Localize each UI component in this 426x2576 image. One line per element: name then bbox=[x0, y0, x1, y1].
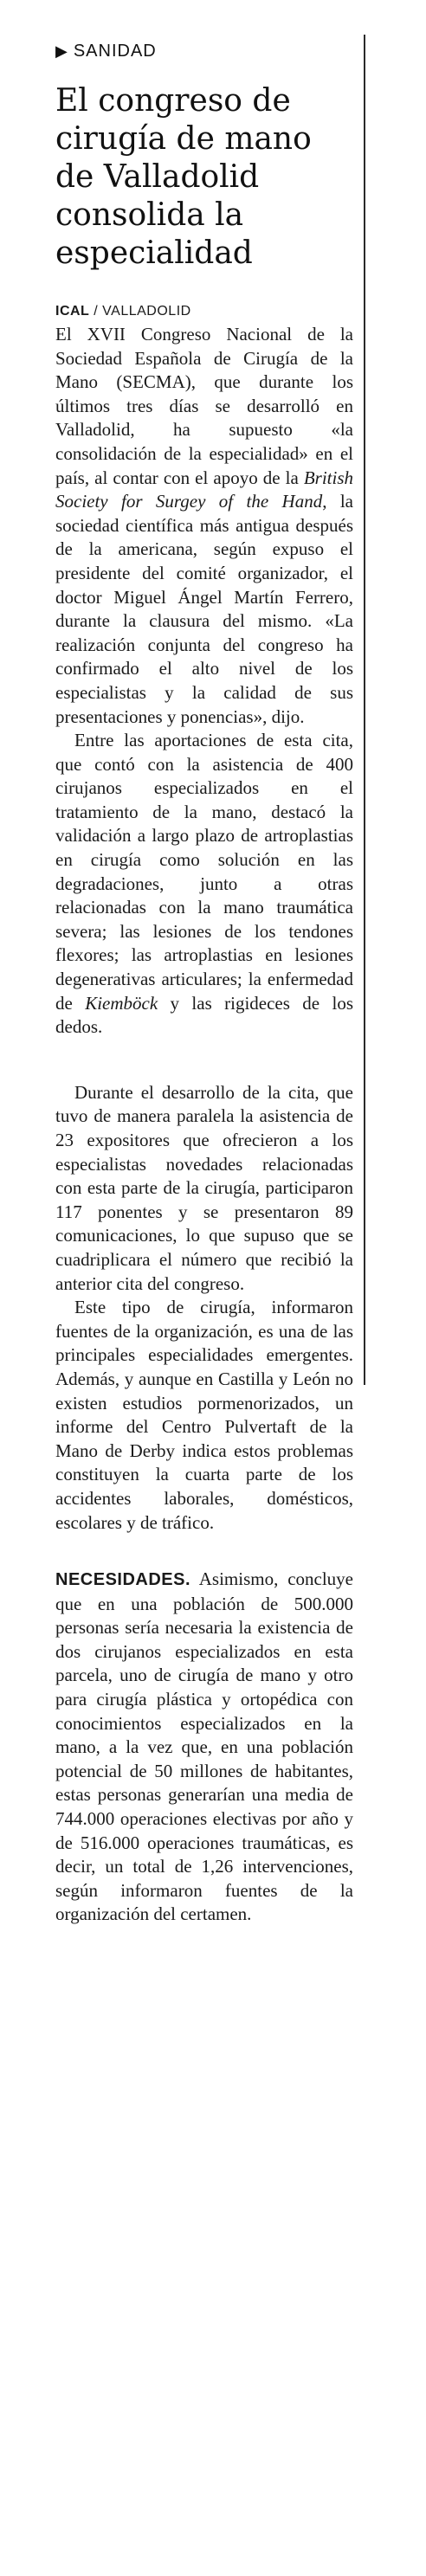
article-body-part-2 bbox=[55, 1081, 353, 1535]
section-label: SANIDAD bbox=[73, 42, 157, 61]
byline-separator: / bbox=[89, 304, 103, 319]
paragraph-1 bbox=[55, 323, 353, 729]
paragraph-2 bbox=[55, 729, 353, 1040]
column-divider bbox=[364, 35, 365, 1385]
headline: El congreso de cirugía de mano de Valladolid consolida la especialidad bbox=[55, 83, 312, 271]
paragraph-1-text-a: El XVII Congreso Nacional de la Sociedad Española de Cirugía de la Mano (SECMA), que durante los últimos tres días se desarrolló en Valladolid, ha supuesto «la consolidación de la especialidad» en el país, al contar con el apoyo de la bbox=[55, 324, 353, 488]
byline bbox=[55, 304, 353, 319]
paragraph-2-italic: Kiemböck bbox=[85, 992, 158, 1014]
byline-agency: ICAL bbox=[55, 304, 90, 319]
article-body-part-3 bbox=[55, 1568, 353, 1927]
paragraph-4: Este tipo de cirugía, informaron fuentes de la organización, es una de las principales especialidades emergentes. Además, y aunque en Castilla y León no existen estudios pormenorizados, un informe del Centro Pulvertaft de la Mano de Derby indica estos problemas constituyen la cuarta parte de los accidentes laborales, domésticos, escolares y de tráfico. bbox=[55, 1297, 353, 1533]
article-body-part-1 bbox=[55, 323, 353, 1040]
paragraph-2-text-a: Entre las aportaciones de esta cita, que contó con la asistencia de 400 cirujanos especializados en el tratamiento de la mano, destacó la validación a largo plazo de artroplastias en cirugía como solución en las degradaciones, junto a otras relacionadas con la mano traumática severa; las lesiones de los tendones flexores; las artroplastias en lesiones degenerativas articulares; la enfermedad de bbox=[55, 730, 353, 1014]
section-header bbox=[55, 42, 353, 61]
paragraph-1-text-b: , la sociedad científica más antigua después de la americana, según expuso el presidente del comité organizador, el doctor Miguel Ángel Martín Ferrero, durante la clausura del mismo. «La realización conjunta del congreso ha confirmado el alto nivel de los especialistas y la calidad de sus presentaciones y ponencias», dijo. bbox=[55, 491, 354, 727]
paragraph-1-italic: British Society for Surgey of the Hand bbox=[55, 467, 353, 512]
paragraph-3: Durante el desarrollo de la cita, que tuvo de manera paralela la asistencia de 23 expositores que ofrecieron a los especialistas novedades relacionadas con esta parte de la cirugía, participaron 117 ponentes y se presentaron 89 comunicaciones, lo que supuso que se cuadriplicara el número que recibió la anterior cita del congreso. bbox=[55, 1081, 353, 1294]
paragraph-5-text: Asimismo, concluye que en una población de 500.000 personas sería necesaria la existencia de dos cirujanos especializados en esta parcela, uno de cirugía de mano y otro para cirugía plástica y ortopédica con conocimientos especializados en la mano, a la vez que, en una población potencial de 50 millones de habitantes, estas personas generarían una media de 744.000 operaciones electivas por año y de 516.000 operaciones traumáticas, es decir, un total de 1,26 intervenciones, según informaron fuentes de la organización del certamen. bbox=[55, 1568, 353, 1925]
paragraph-5-lead: NECESIDADES. bbox=[55, 1570, 191, 1590]
article-column bbox=[55, 42, 353, 1927]
paragraph-5 bbox=[55, 1568, 353, 1927]
byline-place: VALLADOLID bbox=[102, 304, 191, 319]
paragraph-2-text-b: y las rigideces de los dedos. bbox=[55, 992, 354, 1038]
triangle-marker-icon: ▶ bbox=[55, 42, 68, 60]
